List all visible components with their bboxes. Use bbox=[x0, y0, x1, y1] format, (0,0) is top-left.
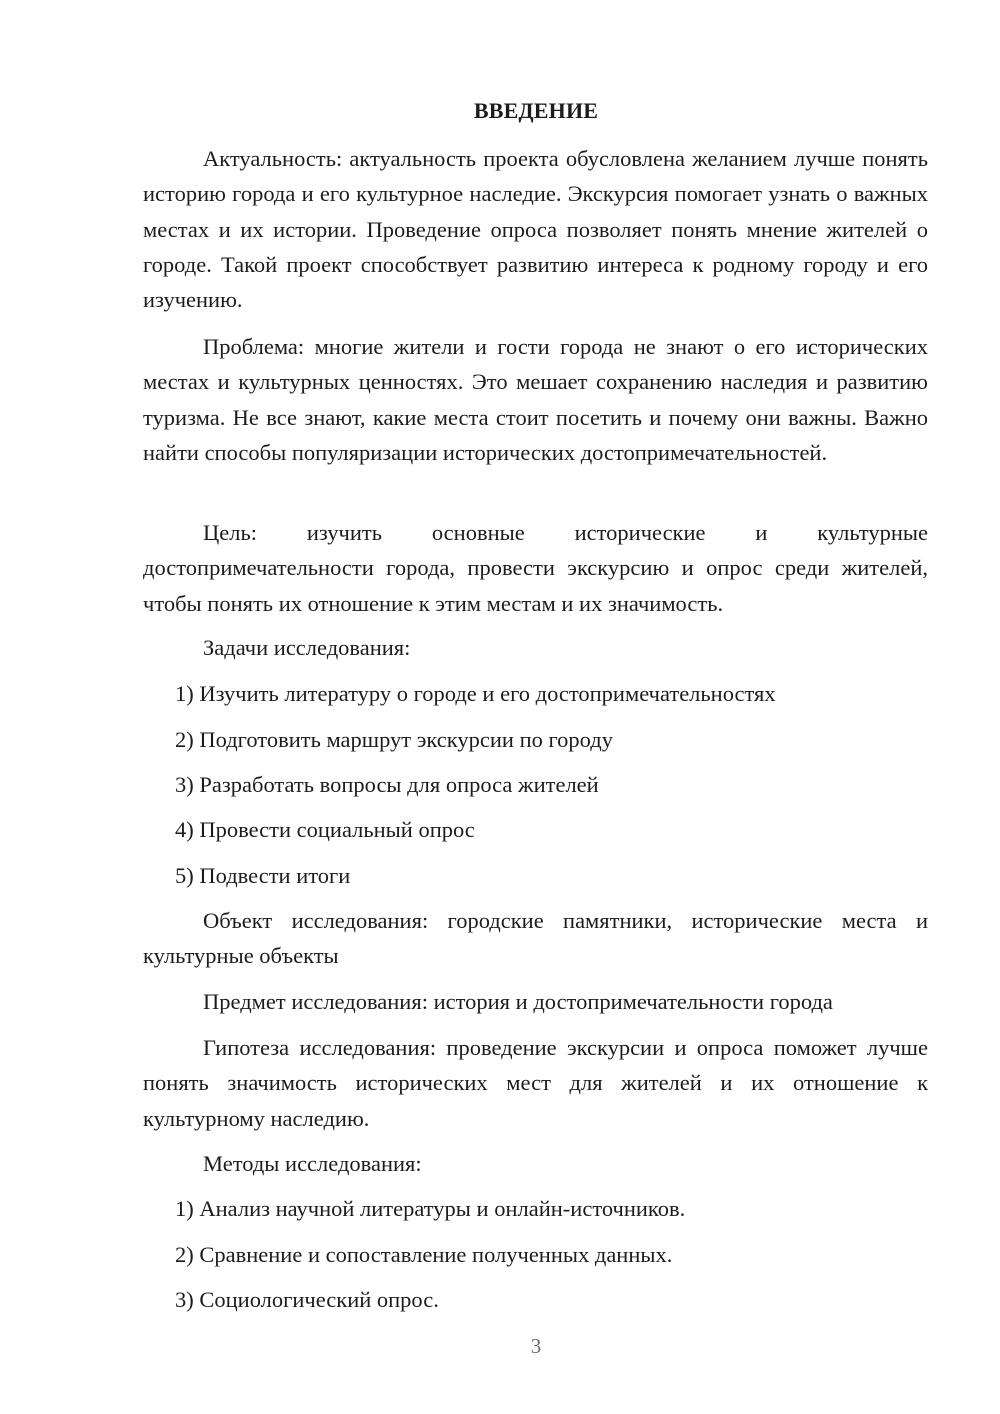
methods-heading: Методы исследования: bbox=[203, 1151, 422, 1176]
task-item: 2) Подготовить маршрут экскурсии по городу bbox=[175, 727, 613, 752]
subject-paragraph: Предмет исследования: история и достопримечательности города bbox=[203, 989, 833, 1014]
task-item: 3) Разработать вопросы для опроса жителей bbox=[175, 772, 599, 797]
goal-paragraph: Цель: изучить основные исторические и культурные достопримечательности города, провести экскурсию и опрос среди жителей, чтобы понять их отношение к этим местам и их значимость. bbox=[143, 520, 928, 616]
tasks-heading: Задачи исследования: bbox=[203, 635, 411, 660]
task-item: 5) Подвести итоги bbox=[175, 863, 351, 888]
relevance-paragraph: Актуальность: актуальность проекта обусловлена желанием лучше понять историю города и его культурное наследие. Экскурсия помогает узнать о важных местах и их истории. Проведение опроса позволяет понять мнение жителей о городе. Такой проект способствует развитию интереса к родному городу и его изучению. bbox=[143, 146, 928, 313]
problem-paragraph: Проблема: многие жители и гости города не знают о его исторических местах и культурных ценностях. Это мешает сохранению наследия и развитию туризма. Не все знают, какие места стоит посетить и почему они важны. Важно найти способы популяризации исторических достопримечательностей. bbox=[143, 334, 928, 465]
method-item: 1) Анализ научной литературы и онлайн-источников. bbox=[175, 1196, 686, 1221]
hypothesis-paragraph: Гипотеза исследования: проведение экскурсии и опроса поможет лучше понять значимость исторических мест для жителей и их отношение к культурному наследию. bbox=[143, 1035, 928, 1131]
page-number: 3 bbox=[530, 1334, 542, 1358]
object-paragraph: Объект исследования: городские памятники, исторические места и культурные объекты bbox=[143, 908, 928, 969]
task-item: 4) Провести социальный опрос bbox=[175, 817, 475, 842]
section-title: ВВЕДЕНИЕ bbox=[473, 98, 599, 123]
method-item: 3) Социологический опрос. bbox=[175, 1287, 439, 1312]
method-item: 2) Сравнение и сопоставление полученных данных. bbox=[175, 1242, 673, 1267]
task-item: 1) Изучить литературу о городе и его достопримечательностях bbox=[175, 681, 776, 706]
